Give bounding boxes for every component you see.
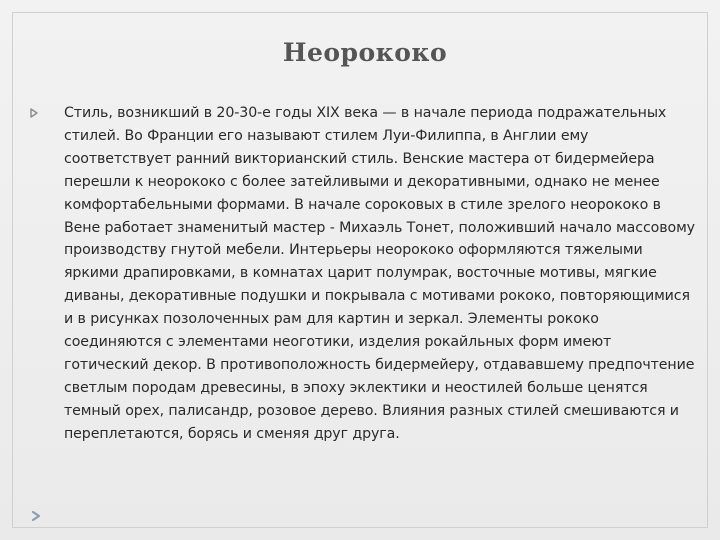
slide-content	[24, 102, 696, 446]
triangle-bullet-icon	[24, 102, 64, 122]
bullet-item	[24, 102, 696, 446]
bullet-text: Стиль, возникший в 20-30-е годы XIX века — в начале периода подражательных стилей. Во Франции его называют стилем Луи-Филиппа, в Англии ему соответствует ранний викторианский стиль. Венские мастера от бидермейера перешли к неорококо с более затейливыми и декоративными, однако не менее комфортабельными формами. В начале сороковых в стиле зрелого неорококо в Вене работает знаменитый мастер - Михаэль Тонет, положивший начало массовому производству гнутой мебели. Интерьеры неорококо оформляются тяжелыми яркими драпировками, в комнатах царит полумрак, восточные мотивы, мягкие диваны, декоративные подушки и покрывала с мотивами рококо, повторяющимися и в рисунках позолоченных рам для картин и зеркал. Элементы рококо соединяются с элементами неоготики, изделия рокайльных форм имеют готический декор. В противоположность бидермейеру, отдававшему предпочтение светлым породам древесины, в эпоху эклектики и неостилей больше ценятся темный орех, палисандр, розовое дерево. Влияния разных стилей смешиваются и переплетаются, борясь и сменяя друг друга.	[64, 105, 695, 442]
slide-title: Неорококо	[282, 38, 448, 67]
chevron-bullet-icon	[30, 508, 44, 522]
